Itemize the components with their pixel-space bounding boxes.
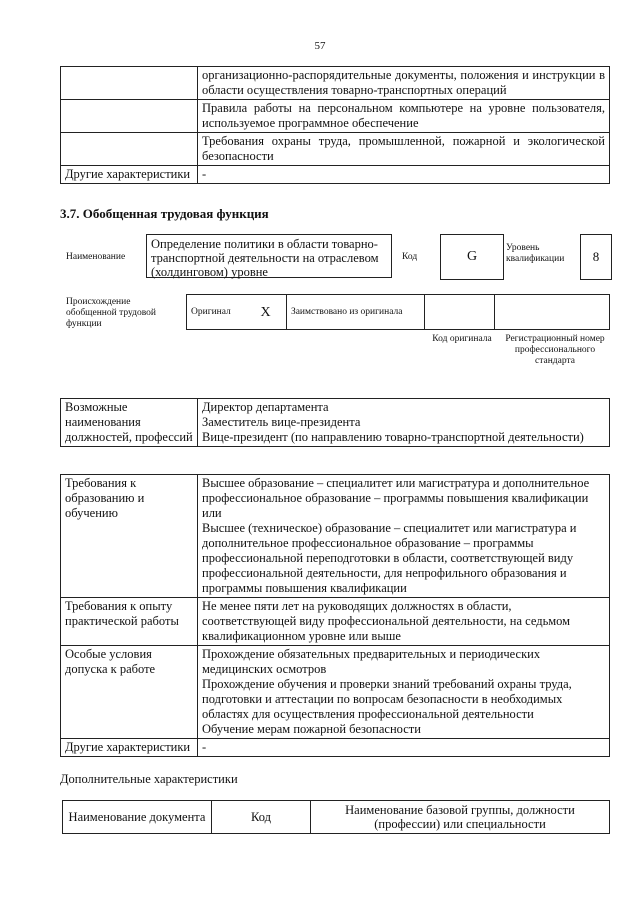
requirement-text [198,598,610,646]
table-header: Код [212,801,311,834]
requirement-line: Высшее образование – специалитет или магистратура и дополнительное профессиональное образование – программы повышения квалификации [202,476,590,505]
reg-number-caption: Регистрационный номер профессионального стандарта [505,334,605,366]
requirement-label: Требования к опыту практической работы [61,598,198,646]
requirement-line: или [202,506,222,520]
original-mark: X [256,295,286,330]
requirement-text [198,646,610,739]
requirement-text [198,475,610,598]
reg-number-cell [495,295,610,330]
name-label: Наименование [66,252,126,262]
table-row [61,646,610,739]
page-number: 57 [314,40,326,52]
requirements-table [60,474,610,757]
requirement-label: Другие характеристики [61,739,198,757]
table-row [61,166,610,184]
table-row [61,133,610,166]
table-row [63,801,610,834]
origin-label: Происхождение обобщенной трудовой функции [66,297,156,329]
table-header: Наименование базовой группы, должности (профессии) или специальности [311,801,610,834]
position-item: Заместитель вице-президента [202,415,361,429]
table-cell: организационно-распорядительные документы, положения и инструкции в области осуществления товарно-транспортных операций [198,67,610,100]
table-header: Наименование документа [63,801,212,834]
requirement-label: Требования к образованию и обучению [61,475,198,598]
requirement-text [198,739,610,757]
requirement-line: Прохождение обязательных предварительных и периодических медицинских осмотров [202,647,541,676]
table-row [61,399,610,447]
requirement-line: Не менее пяти лет на руководящих должностях в области, соответствующей виду профессиональной деятельности, на седьмом квалификационном уровне или выше [202,599,571,643]
table-cell [61,67,198,100]
name-value: Определение политики в области товарно-транспортной деятельности на отраслевом (холдинговом) уровне [146,234,392,278]
requirement-line: Высшее (техническое) образование – специалитет или магистратура и дополнительное профессиональное образование – программы профессиональной переподготовки в области, соответствующей виду профессиональной деятельности, для непрофильного образования и программы повышения квалификации [202,521,577,595]
positions-list [198,399,610,447]
table-row [61,475,610,598]
table-cell [61,133,198,166]
knowledge-table [60,66,610,184]
code-value: G [440,234,504,280]
positions-label: Возможные наименования должностей, профессий [61,399,198,447]
code-original-caption: Код оригинала [432,334,492,344]
section-heading: 3.7. Обобщенная трудовая функция [60,206,269,221]
table-cell [61,100,198,133]
extra-table [62,800,610,834]
code-original-cell [424,295,495,330]
table-cell: Правила работы на персональном компьютере на уровне пользователя, используемое программное обеспечение [198,100,610,133]
requirement-line: Обучение мерам пожарной безопасности [202,722,421,736]
level-value: 8 [580,234,612,280]
position-item: Вице-президент (по направлению товарно-транспортной деятельности) [202,430,584,444]
table-row [61,67,610,100]
table-row [187,295,610,330]
table-cell: Требования охраны труда, промышленной, пожарной и экологической безопасности [198,133,610,166]
origin-table [186,294,610,330]
requirement-label: Особые условия допуска к работе [61,646,198,739]
borrowed-label: Заимствовано из оригинала [286,295,424,330]
positions-table [60,398,610,447]
original-label: Оригинал [187,295,257,330]
table-row [61,739,610,757]
level-label: Уровень квалификации [506,243,565,264]
position-item: Директор департамента [202,400,329,414]
table-row [61,598,610,646]
code-label: Код [402,252,418,262]
requirement-line: Прохождение обучения и проверки знаний требований охраны труда, подготовки и аттестации по вопросам безопасности в необходимых областях для осуществления профессиональной деятельности [202,677,572,721]
table-row [61,100,610,133]
requirement-line: - [202,740,207,754]
table-cell: Другие характеристики [61,166,198,184]
extra-title: Дополнительные характеристики [60,772,238,786]
table-cell: - [198,166,610,184]
